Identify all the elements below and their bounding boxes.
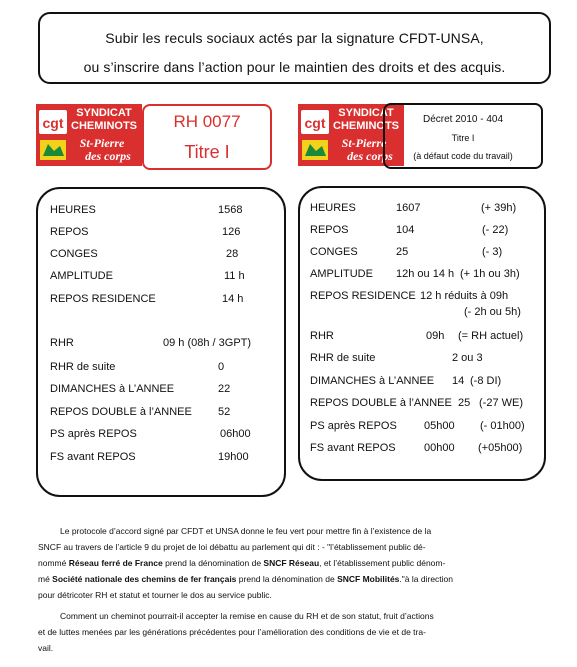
p1-line-2: SNCF au travers de l’article 9 du projet de loi débattu au parlement qui dit : - "l’établissement public dé-	[38, 542, 426, 552]
right-label-repos-residence: REPOS RESIDENCE	[310, 290, 416, 302]
left-value-rhr-suite: 0	[218, 361, 225, 373]
right-diff-dimanches: (-8 DI)	[470, 375, 502, 387]
left-value-rhr: 09 h (08h / 3GPT)	[163, 337, 252, 349]
left-label-conges: CONGES	[50, 248, 98, 260]
p1-l4-c: prend la dénomination de	[236, 574, 338, 584]
cheminots-text-2: CHEMINOTS	[333, 120, 399, 132]
right-label-amplitude: AMPLITUDE	[310, 268, 373, 280]
p1-l3-c: prend la dénomination de	[162, 558, 264, 568]
rh-code: RH 0077	[173, 112, 241, 131]
rff-bold: Réseau ferré de France	[68, 558, 163, 568]
left-value-heures: 1568	[218, 204, 243, 216]
right-label-ps: PS après REPOS	[310, 420, 397, 432]
p2-line-3: vail.	[38, 643, 54, 653]
left-label-heures: HEURES	[50, 204, 96, 216]
right-diff-repos-double: (-27 WE)	[479, 397, 523, 409]
right-value-fs: 00h00	[424, 442, 455, 454]
left-value-repos-double: 52	[218, 406, 231, 418]
p1-line-4	[38, 571, 552, 587]
sncf-reseau-bold: SNCF Réseau	[263, 558, 320, 568]
headline-line-2: ou s’inscrire dans l’action pour le maintien des droits et des acquis.	[83, 59, 506, 75]
left-label-rhr: RHR	[50, 337, 74, 349]
right-label-repos-double: REPOS DOUBLE à l’ANNEE	[310, 397, 452, 409]
right-label-heures: HEURES	[310, 202, 356, 214]
syndicat-text: SYNDICAT	[76, 107, 132, 119]
right-label-dimanches: DIMANCHES à L’ANNEE	[310, 375, 435, 387]
cgt-syndicat-logo	[36, 104, 142, 166]
p1-line-3	[38, 555, 552, 571]
place-text-2b: des corps	[347, 149, 393, 163]
right-diff-repos-residence: (- 2h ou 5h)	[464, 306, 521, 318]
left-value-amplitude: 11 h	[224, 270, 245, 282]
cheminots-text: CHEMINOTS	[71, 120, 137, 132]
headline-line-1: Subir les reculs sociaux actés par la signature CFDT-UNSA,	[105, 30, 484, 46]
p2-line-2: et de luttes menées par les générations précédentes pour l’amélioration des conditions de vie et de tra-	[38, 627, 426, 637]
right-diff-fs: (+05h00)	[478, 442, 523, 454]
decret-line-2: Titre I	[451, 133, 475, 143]
rh-0077-box	[142, 104, 272, 170]
left-value-ps: 06h00	[220, 428, 251, 440]
right-diff-conges: (- 3)	[482, 246, 503, 258]
p1-l4-e: ."à la direction	[399, 574, 453, 584]
decret-line-3: (à défaut code du travail)	[413, 151, 513, 161]
left-label-rhr-suite: RHR de suite	[50, 361, 116, 373]
right-value-heures: 1607	[396, 202, 421, 214]
p1-l3-e: , et l’établissement public dénom-	[319, 558, 446, 568]
left-label-repos: REPOS	[50, 226, 89, 238]
right-value-repos: 104	[396, 224, 415, 236]
cgt-text-2: cgt	[304, 115, 326, 131]
right-diff-ps: (- 01h00)	[480, 420, 525, 432]
p1-line-1: Le protocole d’accord signé par CFDT et UNSA donne le feu vert pour mettre fin à l’existence de la	[60, 526, 432, 536]
right-label-conges: CONGES	[310, 246, 358, 258]
sncf-mobilites-bold: SNCF Mobilités	[337, 574, 400, 584]
paragraph-1	[38, 523, 552, 603]
left-label-ps: PS après REPOS	[50, 428, 137, 440]
right-diff-rhr: (= RH actuel)	[458, 330, 524, 342]
syndicat-text-2: SYNDICAT	[338, 107, 394, 119]
decret-line-1: Décret 2010 - 404	[422, 114, 504, 125]
paragraph-2	[38, 608, 552, 656]
right-diff-amplitude: (+ 1h ou 3h)	[460, 268, 520, 280]
place-text-1: St-Pierre	[79, 136, 125, 150]
rh-title: Titre I	[184, 142, 230, 162]
headline-box	[38, 12, 551, 84]
right-label-repos: REPOS	[310, 224, 349, 236]
sncf-bold: Société nationale des chemins de fer français	[52, 574, 237, 584]
left-label-repos-residence: REPOS RESIDENCE	[50, 293, 156, 305]
right-diff-repos: (- 22)	[482, 224, 509, 236]
right-label-rhr-suite: RHR de suite	[310, 352, 376, 364]
left-label-amplitude: AMPLITUDE	[50, 270, 113, 282]
right-diff-heures: (+ 39h)	[481, 202, 517, 214]
place-text-2: des corps	[85, 149, 131, 163]
left-value-repos: 126	[222, 226, 241, 238]
right-value-conges: 25	[396, 246, 409, 258]
right-value-rhr-suite: 2 ou 3	[452, 352, 483, 364]
left-value-conges: 28	[226, 248, 239, 260]
left-value-dimanches: 22	[218, 383, 231, 395]
place-text-2a: St-Pierre	[341, 136, 387, 150]
right-value-repos-double: 25	[458, 397, 471, 409]
cgt-text: cgt	[42, 115, 64, 131]
left-label-repos-double: REPOS DOUBLE à l’ANNEE	[50, 406, 192, 418]
right-value-ps: 05h00	[424, 420, 455, 432]
right-value-dimanches: 14	[452, 375, 465, 387]
left-label-fs: FS avant REPOS	[50, 451, 136, 463]
right-label-fs: FS avant REPOS	[310, 442, 396, 454]
p1-line-5: pour détricoter RH et statut et tourner le dos au service public.	[38, 590, 272, 600]
left-value-repos-residence: 14 h	[222, 293, 244, 305]
right-label-rhr: RHR	[310, 330, 334, 342]
left-label-dimanches: DIMANCHES à L’ANNEE	[50, 383, 175, 395]
decret-box	[383, 103, 543, 169]
left-value-fs: 19h00	[218, 451, 249, 463]
p1-l3-a: nommé	[38, 558, 69, 568]
right-value-amplitude: 12h ou 14 h	[396, 268, 455, 280]
right-value-repos-residence: 12 h réduits à 09h	[420, 290, 509, 302]
p2-line-1: Comment un cheminot pourrait-il accepter la remise en cause du RH et de son statut, fruit d’actions	[60, 611, 434, 621]
right-value-rhr: 09h	[426, 330, 445, 342]
p1-l4-a: mé	[38, 574, 53, 584]
